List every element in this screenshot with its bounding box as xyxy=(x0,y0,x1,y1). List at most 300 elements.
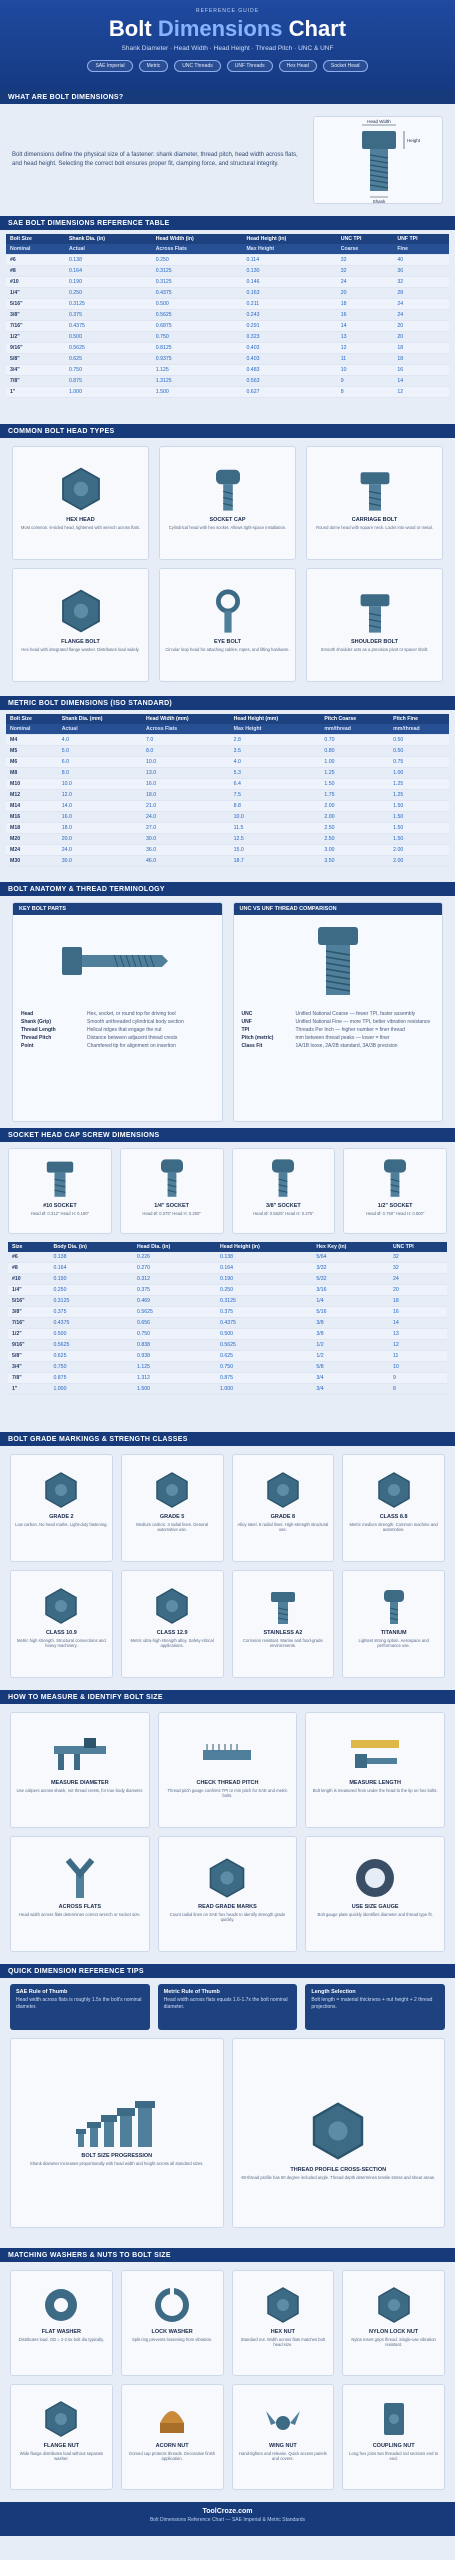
table-cell: 0.483 xyxy=(242,365,336,376)
socket-card-desc: Head Ø: 0.375" Head H: 0.250" xyxy=(142,1211,201,1216)
grades-desc: Metric medium strength. Common machine and automotive. xyxy=(349,1522,438,1533)
table-cell: 7.5 xyxy=(230,790,321,801)
metric-unit-cell: Nominal xyxy=(6,724,58,735)
table-row xyxy=(6,856,449,867)
table-cell: 3/4 xyxy=(312,1373,389,1384)
titanium-icon xyxy=(347,1586,440,1626)
heads-card[interactable] xyxy=(306,446,443,560)
table-cell: 0.138 xyxy=(49,1252,133,1263)
grades-title: GRADE 5 xyxy=(159,1514,185,1520)
table-cell: M8 xyxy=(6,768,58,779)
section-heading-washers: MATCHING WASHERS & NUTS TO BOLT SIZE xyxy=(0,2248,455,2262)
table-cell: 9 xyxy=(337,376,394,387)
tip-title: Metric Rule of Thumb xyxy=(163,1989,220,1995)
table-cell: 32 xyxy=(337,266,394,277)
table-row xyxy=(8,1329,447,1340)
table-cell: 5/16 xyxy=(312,1307,389,1318)
socket-card[interactable] xyxy=(232,1148,336,1234)
table-cell: M24 xyxy=(6,845,58,856)
table-cell: 10 xyxy=(389,1362,447,1373)
bolt-parts-card xyxy=(12,902,223,1122)
washers-card[interactable] xyxy=(342,2270,445,2376)
metric-col-header: Shank Dia. (mm) xyxy=(58,714,142,724)
metric-table-section xyxy=(0,710,455,882)
pill-unf[interactable]: UNF Threads xyxy=(227,60,273,72)
grades-desc: Low carbon. No head marks. Light-duty fastening. xyxy=(15,1522,108,1527)
table-cell: 27.0 xyxy=(142,823,230,834)
table-cell: 2.00 xyxy=(389,856,449,867)
table-cell: 2.8 xyxy=(230,735,321,746)
measure-title: ACROSS FLATS xyxy=(58,1904,102,1910)
table-cell: 0.750 xyxy=(49,1362,133,1373)
table-cell: 0.627 xyxy=(242,387,336,398)
pill-socket[interactable]: Socket Head xyxy=(323,60,368,72)
measure-card[interactable] xyxy=(10,1712,150,1828)
table-row xyxy=(8,1340,447,1351)
heads-title: CARRIAGE BOLT xyxy=(351,517,398,523)
measure-title: READ GRADE MARKS xyxy=(198,1904,257,1910)
table-cell: 9/16" xyxy=(6,343,65,354)
washers-card[interactable] xyxy=(232,2270,335,2376)
table-cell: 2.00 xyxy=(320,812,389,823)
table-cell: 1.50 xyxy=(320,779,389,790)
table-cell: 0.375 xyxy=(133,1285,216,1296)
grades-card[interactable] xyxy=(121,1454,224,1562)
what-section xyxy=(0,104,455,216)
section-heading-anatomy: BOLT ANATOMY & THREAD TERMINOLOGY xyxy=(0,882,455,896)
label-shank: Shank xyxy=(372,199,386,204)
table-cell: 5/8" xyxy=(6,354,65,365)
table-cell: 1.500 xyxy=(133,1384,216,1395)
table-cell: 1/2" xyxy=(8,1329,49,1340)
term-value: Chamfered tip for alignment on insertion xyxy=(87,1043,176,1049)
bolt-anatomy-icon xyxy=(52,931,182,991)
wing-nut-icon xyxy=(237,2399,330,2439)
sae-col-header: Head Width (in) xyxy=(152,234,243,244)
table-cell: 1.125 xyxy=(133,1362,216,1373)
washers-desc: Domed cap protects threads. Decorative finish application. xyxy=(129,2451,216,2462)
table-cell: 5/32 xyxy=(312,1274,389,1285)
washers-card[interactable] xyxy=(232,2384,335,2490)
metric-unit-cell: Across Flats xyxy=(142,724,230,735)
table-row xyxy=(6,266,449,277)
table-cell: 7.0 xyxy=(142,735,230,746)
table-cell: 1/4 xyxy=(312,1296,389,1307)
sae-unit-cell: Max Height xyxy=(242,244,336,255)
tip-card xyxy=(10,1984,150,2030)
grades-title: GRADE 8 xyxy=(270,1514,296,1520)
label-height: Height xyxy=(407,138,421,143)
measure-desc: Use calipers across shank, not thread crests, for true body diameter. xyxy=(16,1788,144,1793)
grades-card[interactable] xyxy=(342,1454,445,1562)
heads-desc: Smooth shoulder acts as a precision pivot or spacer shaft. xyxy=(320,647,429,652)
table-row xyxy=(6,277,449,288)
table-cell: 0.50 xyxy=(389,746,449,757)
metric-col-header: Head Width (mm) xyxy=(142,714,230,724)
hex-bolt-icon xyxy=(17,465,144,513)
heads-desc: Hex head with integrated flange washer. Distributes load widely. xyxy=(21,647,140,652)
table-cell: 16.0 xyxy=(58,812,142,823)
measure-card[interactable] xyxy=(305,1712,445,1828)
table-cell: 0.6875 xyxy=(152,321,243,332)
table-cell: 0.838 xyxy=(133,1340,216,1351)
table-row xyxy=(8,1318,447,1329)
table-cell: 3.5 xyxy=(230,746,321,757)
table-cell: 13 xyxy=(337,332,394,343)
washers-card[interactable] xyxy=(121,2384,224,2490)
grade-8-icon xyxy=(237,1470,330,1510)
heads-section xyxy=(0,438,455,696)
table-cell: 18.7 xyxy=(230,856,321,867)
anatomy-section xyxy=(0,896,455,1128)
sae-unit-cell: Actual xyxy=(65,244,152,255)
grade-2-icon xyxy=(15,1470,108,1510)
table-cell: 20.0 xyxy=(58,834,142,845)
section-heading-tips: QUICK DIMENSION REFERENCE TIPS xyxy=(0,1964,455,1978)
table-cell: 46.0 xyxy=(142,856,230,867)
table-cell: 3/8 xyxy=(312,1329,389,1340)
grades-card[interactable] xyxy=(342,1570,445,1678)
table-cell: 9/16" xyxy=(8,1340,49,1351)
washers-title: NYLON LOCK NUT xyxy=(369,2329,419,2335)
socket-card-title: 1/4" SOCKET xyxy=(154,1203,189,1209)
measure-desc: Thread pitch gauge confirms TPI or mm pitch for SAE and metric bolts. xyxy=(167,1788,288,1799)
washers-title: FLANGE NUT xyxy=(43,2443,80,2449)
term-value: Helical ridges that engage the nut xyxy=(87,1027,162,1033)
table-cell: 18.0 xyxy=(58,823,142,834)
metric-unit-cell: Actual xyxy=(58,724,142,735)
socket-card[interactable] xyxy=(343,1148,447,1234)
washers-card[interactable] xyxy=(342,2384,445,2490)
table-row xyxy=(8,1252,447,1263)
grades-card[interactable] xyxy=(232,1454,335,1562)
table-cell: #10 xyxy=(8,1274,49,1285)
table-cell: 12 xyxy=(389,1340,447,1351)
socket-table xyxy=(8,1242,447,1395)
table-cell: 5/16" xyxy=(6,299,65,310)
pill-unc[interactable]: UNC Threads xyxy=(174,60,220,72)
term-key: Thread Pitch xyxy=(21,1035,52,1041)
table-cell: 0.190 xyxy=(216,1274,312,1285)
table-cell: 2.00 xyxy=(320,801,389,812)
lock-washer-icon xyxy=(126,2285,219,2325)
heads-title: FLANGE BOLT xyxy=(61,639,100,645)
eye-bolt-icon xyxy=(164,587,291,635)
table-cell: 0.469 xyxy=(133,1296,216,1307)
tips-section xyxy=(0,1978,455,2248)
section-heading-measure: HOW TO MEASURE & IDENTIFY BOLT SIZE xyxy=(0,1690,455,1704)
heads-title: EYE BOLT xyxy=(213,639,242,645)
table-row xyxy=(6,332,449,343)
table-row xyxy=(6,757,449,768)
table-cell: 2.50 xyxy=(320,834,389,845)
heads-card[interactable] xyxy=(306,568,443,682)
table-cell: 30.0 xyxy=(142,834,230,845)
table-cell: 0.5625 xyxy=(65,343,152,354)
socket-card[interactable] xyxy=(120,1148,224,1234)
heads-card[interactable] xyxy=(159,568,296,682)
sae-unit-cell: Fine xyxy=(393,244,449,255)
tip-panel xyxy=(232,2038,446,2228)
table-cell: 1.75 xyxy=(320,790,389,801)
table-cell: 0.750 xyxy=(133,1329,216,1340)
table-cell: 10 xyxy=(337,365,394,376)
table-cell: 1.50 xyxy=(389,812,449,823)
table-cell: 0.226 xyxy=(133,1252,216,1263)
flat-washer-icon xyxy=(15,2285,108,2325)
term-key: Head xyxy=(21,1011,34,1017)
pill-sae[interactable]: SAE Imperial xyxy=(87,60,132,72)
grades-section xyxy=(0,1446,455,1690)
heads-card[interactable] xyxy=(159,446,296,560)
table-cell: 6.0 xyxy=(58,757,142,768)
tip-desc: Bolt length = material thickness + nut height + 2 thread projections. xyxy=(311,1997,433,2010)
table-cell: 7/8" xyxy=(6,376,65,387)
table-cell: 18 xyxy=(389,1296,447,1307)
table-cell: 16.0 xyxy=(142,779,230,790)
washers-section xyxy=(0,2262,455,2502)
table-cell: 0.875 xyxy=(65,376,152,387)
grades-title: CLASS 10.9 xyxy=(45,1630,77,1636)
measure-card[interactable] xyxy=(305,1836,445,1952)
footer-line: Bolt Dimensions Reference Chart — SAE Imperial & Metric Standards xyxy=(149,2517,306,2523)
unc-unf-card xyxy=(233,902,444,1122)
table-cell: 1.000 xyxy=(65,387,152,398)
label-head-width: Head Width xyxy=(367,119,391,124)
table-cell: 14 xyxy=(337,321,394,332)
table-row xyxy=(6,288,449,299)
grades-card[interactable] xyxy=(10,1454,113,1562)
tip-card xyxy=(305,1984,445,2030)
term-key: TPI xyxy=(241,1027,250,1033)
metric-col-header: Pitch Fine xyxy=(389,714,449,724)
table-cell: 0.146 xyxy=(242,277,336,288)
wrench-icon xyxy=(15,1856,145,1900)
grades-card[interactable] xyxy=(232,1570,335,1678)
table-cell: 11 xyxy=(389,1351,447,1362)
bolt-dimension-icon xyxy=(314,117,444,205)
table-cell: 32 xyxy=(389,1263,447,1274)
table-cell: 6.4 xyxy=(230,779,321,790)
table-cell: 0.656 xyxy=(133,1318,216,1329)
thread-profile-icon xyxy=(237,2099,441,2163)
table-row xyxy=(8,1263,447,1274)
table-cell: 0.75 xyxy=(389,757,449,768)
table-cell: 0.625 xyxy=(49,1351,133,1362)
table-cell: 5/8 xyxy=(312,1362,389,1373)
table-row xyxy=(8,1274,447,1285)
table-cell: 9 xyxy=(389,1373,447,1384)
socket-card-title: 3/8" SOCKET xyxy=(266,1203,301,1209)
grades-card[interactable] xyxy=(121,1570,224,1678)
socket-cap-icon xyxy=(348,1155,442,1199)
table-cell: 2.00 xyxy=(389,845,449,856)
heads-desc: Most common. 6-sided head, tightened with wrench across flats. xyxy=(20,525,141,530)
measure-title: USE SIZE GAUGE xyxy=(351,1904,399,1910)
footer-brand[interactable]: ToolCroze.com xyxy=(202,2508,253,2515)
table-cell: 1.000 xyxy=(216,1384,312,1395)
sae-unit-cell: Coarse xyxy=(337,244,394,255)
tip-panel xyxy=(10,2038,224,2228)
table-cell: 0.5625 xyxy=(49,1340,133,1351)
table-cell: 8.0 xyxy=(58,768,142,779)
table-cell: 1.25 xyxy=(389,790,449,801)
metric-unit-cell: mm/thread xyxy=(389,724,449,735)
washers-card[interactable] xyxy=(10,2270,113,2376)
grades-card[interactable] xyxy=(10,1570,113,1678)
term-key: Thread Length xyxy=(21,1027,56,1033)
table-cell: 20 xyxy=(337,288,394,299)
table-cell: 0.70 xyxy=(320,735,389,746)
table-cell: 21.0 xyxy=(142,801,230,812)
table-cell: 0.5625 xyxy=(216,1340,312,1351)
table-cell: 1.25 xyxy=(320,768,389,779)
table-cell: 0.4375 xyxy=(65,321,152,332)
measure-card[interactable] xyxy=(10,1836,150,1952)
washers-title: ACORN NUT xyxy=(155,2443,189,2449)
term-key: Class Fit xyxy=(241,1043,263,1049)
table-cell: 0.625 xyxy=(216,1351,312,1362)
socket-card[interactable] xyxy=(8,1148,112,1234)
table-cell: 3/4 xyxy=(312,1384,389,1395)
tip-desc: Head width across flats is roughly 1.5x the bolt's nominal diameter. xyxy=(16,1997,142,2010)
table-cell: 0.4375 xyxy=(216,1318,312,1329)
washers-card[interactable] xyxy=(10,2384,113,2490)
table-cell: #8 xyxy=(6,266,65,277)
table-cell: 12 xyxy=(337,343,394,354)
heads-card[interactable] xyxy=(12,568,149,682)
table-cell: 30.0 xyxy=(58,856,142,867)
washers-card[interactable] xyxy=(121,2270,224,2376)
heads-title: SOCKET CAP xyxy=(209,517,246,523)
table-cell: 20 xyxy=(389,1285,447,1296)
table-cell: 3/32 xyxy=(312,1263,389,1274)
table-row xyxy=(6,812,449,823)
table-cell: 0.3125 xyxy=(152,277,243,288)
table-cell: 1.50 xyxy=(389,801,449,812)
table-cell: 0.163 xyxy=(242,288,336,299)
table-cell: 3/8" xyxy=(8,1307,49,1318)
measure-card[interactable] xyxy=(158,1836,298,1952)
table-cell: 18 xyxy=(337,299,394,310)
table-cell: 0.4375 xyxy=(49,1318,133,1329)
table-cell: M14 xyxy=(6,801,58,812)
table-cell: 0.211 xyxy=(242,299,336,310)
pill-hex[interactable]: Hex Head xyxy=(279,60,317,72)
table-cell: 0.500 xyxy=(152,299,243,310)
section-heading-heads: COMMON BOLT HEAD TYPES xyxy=(0,424,455,438)
footer xyxy=(0,2502,455,2536)
sae-unit-cell: Nominal xyxy=(6,244,65,255)
nylon-lock-nut-icon xyxy=(347,2285,440,2325)
washers-title: LOCK WASHER xyxy=(151,2329,193,2335)
measure-desc: Bolt gauge plate quickly identifies diameter and thread type fit. xyxy=(317,1912,433,1917)
term-value: Smooth unthreaded cylindrical body section xyxy=(87,1019,184,1025)
term-key: Pitch (metric) xyxy=(241,1035,274,1041)
term-value: Unified National Coarse — fewer TPI, faster assembly xyxy=(295,1011,416,1017)
table-cell: 20 xyxy=(393,332,449,343)
table-cell: 18 xyxy=(393,354,449,365)
grades-title: CLASS 8.8 xyxy=(379,1514,408,1520)
grades-desc: Lightest strong option. Aerospace and performance use. xyxy=(358,1638,429,1649)
table-cell: 0.750 xyxy=(65,365,152,376)
table-row xyxy=(6,365,449,376)
term-value: Distance between adjacent thread crests xyxy=(87,1035,178,1041)
sae-col-header: UNF TPI xyxy=(393,234,449,244)
table-cell: 0.130 xyxy=(242,266,336,277)
pitch-gauge-icon xyxy=(163,1732,293,1776)
grade-5-icon xyxy=(126,1470,219,1510)
table-row xyxy=(6,746,449,757)
class-129-icon xyxy=(126,1586,219,1626)
table-cell: 8.0 xyxy=(142,746,230,757)
socket-card-desc: Head Ø: 0.5625" Head H: 0.375" xyxy=(253,1211,314,1216)
table-cell: 24.0 xyxy=(58,845,142,856)
table-cell: 14.0 xyxy=(58,801,142,812)
table-row xyxy=(8,1307,447,1318)
tip-panel-title: THREAD PROFILE CROSS-SECTION xyxy=(290,2167,387,2173)
table-cell: 5/8" xyxy=(8,1351,49,1362)
pill-metric[interactable]: Metric xyxy=(139,60,169,72)
table-cell: 28 xyxy=(393,288,449,299)
tip-panel-desc: 60-thread profile has 60 degree included angle. Thread depth determines tensile stress and shear areas. xyxy=(241,2175,436,2180)
table-cell: 1.3125 xyxy=(152,376,243,387)
table-cell: 8 xyxy=(337,387,394,398)
grades-title: GRADE 2 xyxy=(49,1514,74,1520)
measure-card[interactable] xyxy=(158,1712,298,1828)
unc-unf-title: UNC VS UNF THREAD COMPARISON xyxy=(234,903,443,915)
grades-desc: Metric high strength. Structural connections and heavy machinery. xyxy=(17,1638,106,1649)
table-row xyxy=(8,1285,447,1296)
washers-desc: Wide flange distributes load without separate washer. xyxy=(19,2451,104,2462)
table-cell: 0.750 xyxy=(216,1362,312,1373)
washers-desc: Standard nut. Width across flats matches bolt head size. xyxy=(240,2337,325,2348)
table-cell: 1.25 xyxy=(389,779,449,790)
table-cell: 24 xyxy=(393,299,449,310)
table-cell: M16 xyxy=(6,812,58,823)
table-row xyxy=(8,1296,447,1307)
table-cell: M6 xyxy=(6,757,58,768)
bolt-closeup-icon xyxy=(298,921,378,1001)
heads-title: SHOULDER BOLT xyxy=(351,639,398,645)
table-cell: 1.312 xyxy=(133,1373,216,1384)
socket-cap-icon xyxy=(125,1155,219,1199)
table-cell: 3.00 xyxy=(320,845,389,856)
table-row xyxy=(6,823,449,834)
table-cell: 1.125 xyxy=(152,365,243,376)
tip-panel-title: BOLT SIZE PROGRESSION xyxy=(81,2153,153,2159)
grades-desc: Corrosion resistant. Marine and food-grade environments. xyxy=(242,1638,323,1649)
measure-desc: Bolt length is measured from under the head to the tip on hex bolts. xyxy=(312,1788,438,1793)
table-cell: 8.8 xyxy=(230,801,321,812)
table-cell: 0.403 xyxy=(242,343,336,354)
section-heading-grades: BOLT GRADE MARKINGS & STRENGTH CLASSES xyxy=(0,1432,455,1446)
tip-title: Length Selection xyxy=(311,1989,356,1995)
measure-desc: Count radial lines on SAE hex heads to identify strength grade quickly. xyxy=(169,1912,286,1923)
sae-table xyxy=(6,234,449,398)
table-cell: 2.50 xyxy=(320,823,389,834)
table-cell: 24 xyxy=(393,310,449,321)
table-cell: 1" xyxy=(8,1384,49,1395)
table-cell: 0.323 xyxy=(242,332,336,343)
table-cell: 15.0 xyxy=(230,845,321,856)
table-cell: 0.291 xyxy=(242,321,336,332)
table-cell: 0.164 xyxy=(49,1263,133,1274)
heads-title: HEX HEAD xyxy=(66,517,95,523)
tip-title: SAE Rule of Thumb xyxy=(16,1989,68,1995)
heads-card[interactable] xyxy=(12,446,149,560)
tip-panel-desc: Shank diameter increases proportionally with head width and height across all standard sizes. xyxy=(29,2161,204,2166)
